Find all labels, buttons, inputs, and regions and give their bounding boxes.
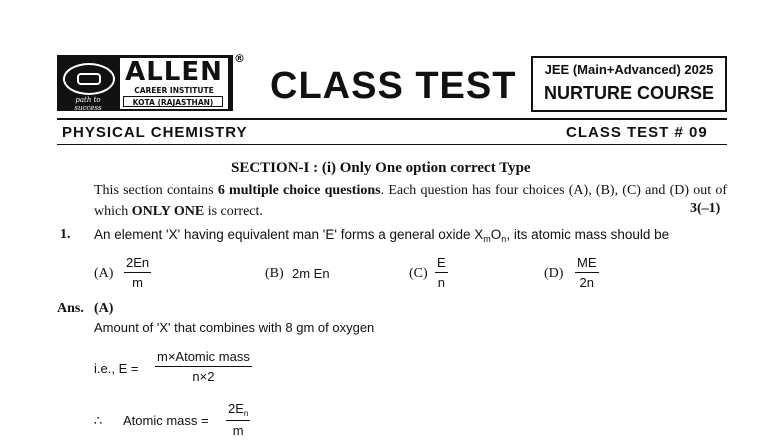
option-a-fraction: $\frac{2En}{m}$ bbox=[126, 255, 150, 290]
logo-tagline: path to success bbox=[74, 96, 102, 112]
exam-label: JEE (Main+Advanced) 2025 bbox=[544, 62, 714, 77]
course-box bbox=[531, 56, 727, 112]
option-d-fraction: $\frac{ME}{2n}$ bbox=[577, 255, 597, 290]
logo-name: ALLEN bbox=[125, 57, 223, 87]
logo-wordmark bbox=[120, 58, 228, 109]
option-d-label: (D) bbox=[544, 266, 564, 281]
equation-prefix: i.e., E = bbox=[94, 361, 139, 376]
logo-location: KOTA (RAJASTHAN) bbox=[123, 96, 223, 107]
globe-emblem-icon bbox=[63, 63, 115, 95]
subject-divider bbox=[57, 144, 727, 145]
option-a-label: (A) bbox=[94, 266, 114, 281]
option-b-label: (B) bbox=[265, 266, 284, 281]
atomic-mass-fraction: $\frac{2E_n}{m}$ bbox=[228, 401, 249, 438]
atomic-mass-prefix: Atomic mass = bbox=[123, 413, 209, 428]
registered-mark-icon: ® bbox=[234, 52, 245, 65]
course-label: NURTURE COURSE bbox=[543, 83, 714, 103]
answer-label: Ans. bbox=[57, 301, 84, 316]
header-divider bbox=[57, 118, 727, 120]
section-instructions: This section contains 6 multiple choice questions. Each question has four choices (A), (B), (C) and (D) out of which ONLY ONE is correct. bbox=[94, 183, 727, 219]
test-number: CLASS TEST # 09 bbox=[566, 124, 708, 141]
option-c-label: (C) bbox=[409, 266, 428, 281]
allen-logo bbox=[57, 55, 233, 111]
option-c-fraction: $\frac{E}{n}$ bbox=[437, 255, 446, 290]
answer-explanation: Amount of 'X' that combines with 8 gm of oxygen bbox=[94, 320, 375, 335]
section-heading: SECTION-I : (i) Only One option correct Type bbox=[231, 160, 531, 176]
option-b-text: 2m En bbox=[292, 266, 330, 281]
answer-value: (A) bbox=[94, 301, 114, 316]
marking-scheme: 3(–1) bbox=[690, 201, 721, 216]
page-title: CLASS TEST bbox=[270, 65, 517, 107]
equation-fraction: m×Atomic mass n×2 bbox=[157, 349, 250, 384]
question-number: 1. bbox=[60, 227, 71, 242]
logo-subtitle: CAREER INSTITUTE bbox=[134, 86, 214, 95]
therefore-symbol: ∴ bbox=[94, 414, 103, 429]
question-text: An element 'X' having equivalent man 'E' forms a general oxide $X_mO_n$, its atomic mass should be bbox=[94, 227, 670, 244]
subject-title: PHYSICAL CHEMISTRY bbox=[62, 124, 248, 141]
